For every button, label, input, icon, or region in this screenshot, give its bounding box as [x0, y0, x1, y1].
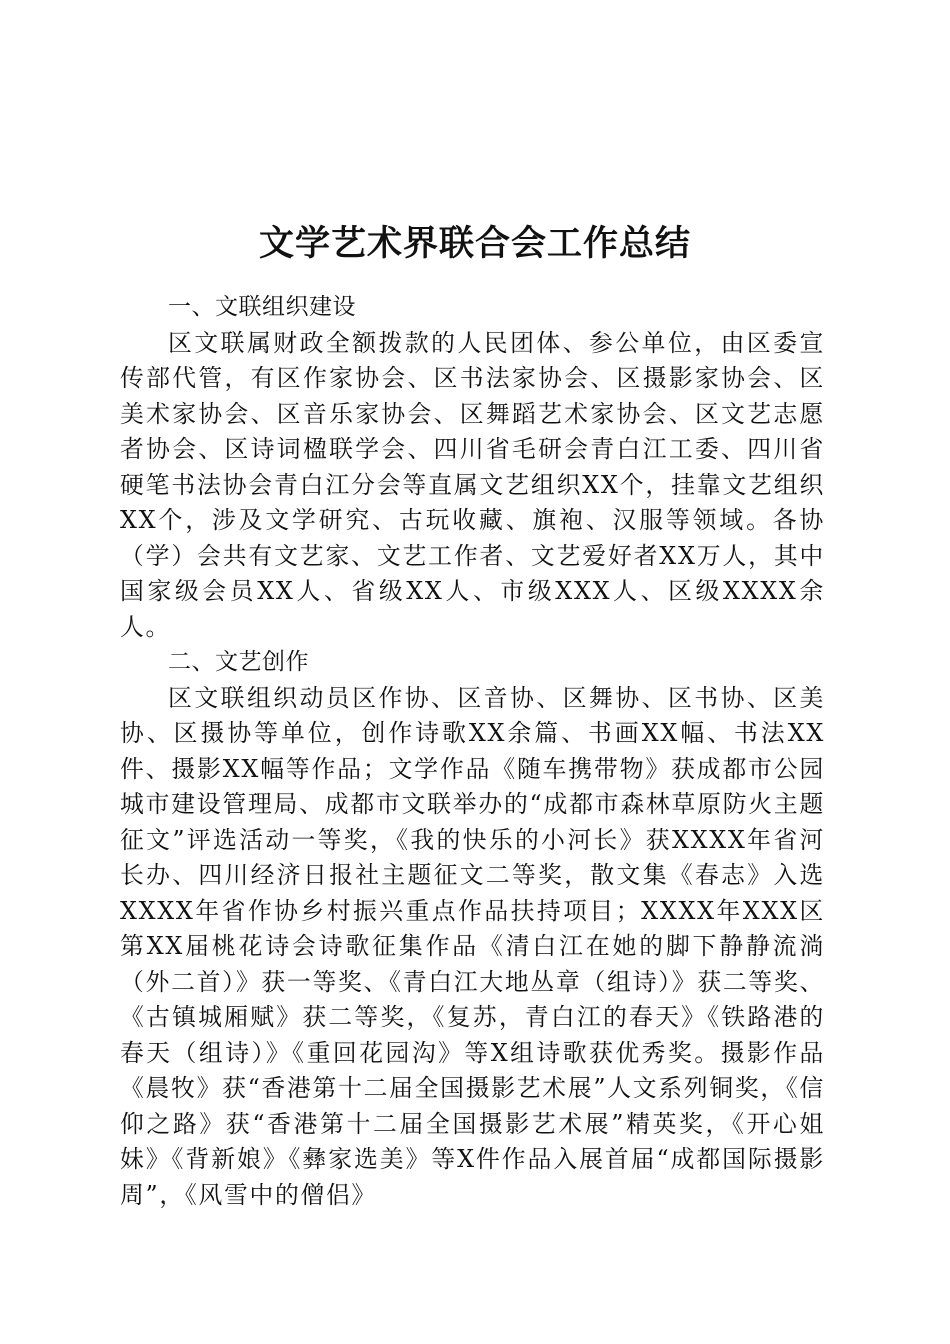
section-paragraph-organization: 区文联属财政全额拨款的人民团体、参公单位，由区委宣传部代管，有区作家协会、区书法家协会、区摄影家协会、区美术家协会、区音乐家协会、区舞蹈艺术家协会、区文艺志愿者协会、区诗词楹联学会、四川省毛研会青白江工委、四川省硬笔书法协会青白江分会等直属文艺组织XX个，挂靠文艺组织XX个，涉及文学研究、古玩收藏、旗袍、汉服等领域。各协（学）会共有文艺家、文艺工作者、文艺爱好者XX万人，其中国家级会员XX人、省级XX人、市级XXX人、区级XXXX余人。: [120, 328, 825, 641]
document-body: [120, 290, 825, 1213]
section-paragraph-creation: 区文联组织动员区作协、区音协、区舞协、区书协、区美协、区摄协等单位，创作诗歌XX余篇、书画XX幅、书法XX件、摄影XX幅等作品；文学作品《随车携带物》获成都市公园城市建设管理局、成都市文联举办的“成都市森林草原防火主题征文”评选活动一等奖，《我的快乐的小河长》获XXXX年省河长办、四川经济日报社主题征文二等奖，散文集《春志》入选XXXX年省作协乡村振兴重点作品扶持项目；XXXX年XXX区第XX届桃花诗会诗歌征集作品《清白江在她的脚下静静流淌（外二首）》获一等奖、《青白江大地丛章（组诗）》获二等奖、《古镇城厢赋》获二等奖，《复苏，青白江的春天》《铁路港的春天（组诗）》《重回花园沟》等X组诗歌获优秀奖。摄影作品《晨牧》获“香港第十二届全国摄影艺术展”人文系列铜奖，《信仰之路》获“香港第十二届全国摄影艺术展”精英奖，《开心姐妹》《背新娘》《彝家选美》等X件作品入展首届“成都国际摄影周”，《风雪中的僧侣》: [120, 683, 825, 1209]
document-title: 文学艺术界联合会工作总结: [258, 223, 691, 265]
section-creation: [120, 645, 825, 1213]
section-organization: [120, 290, 825, 645]
section-heading-creation: 二、文艺创作: [168, 649, 309, 675]
section-heading-organization: 一、文联组织建设: [168, 294, 356, 320]
